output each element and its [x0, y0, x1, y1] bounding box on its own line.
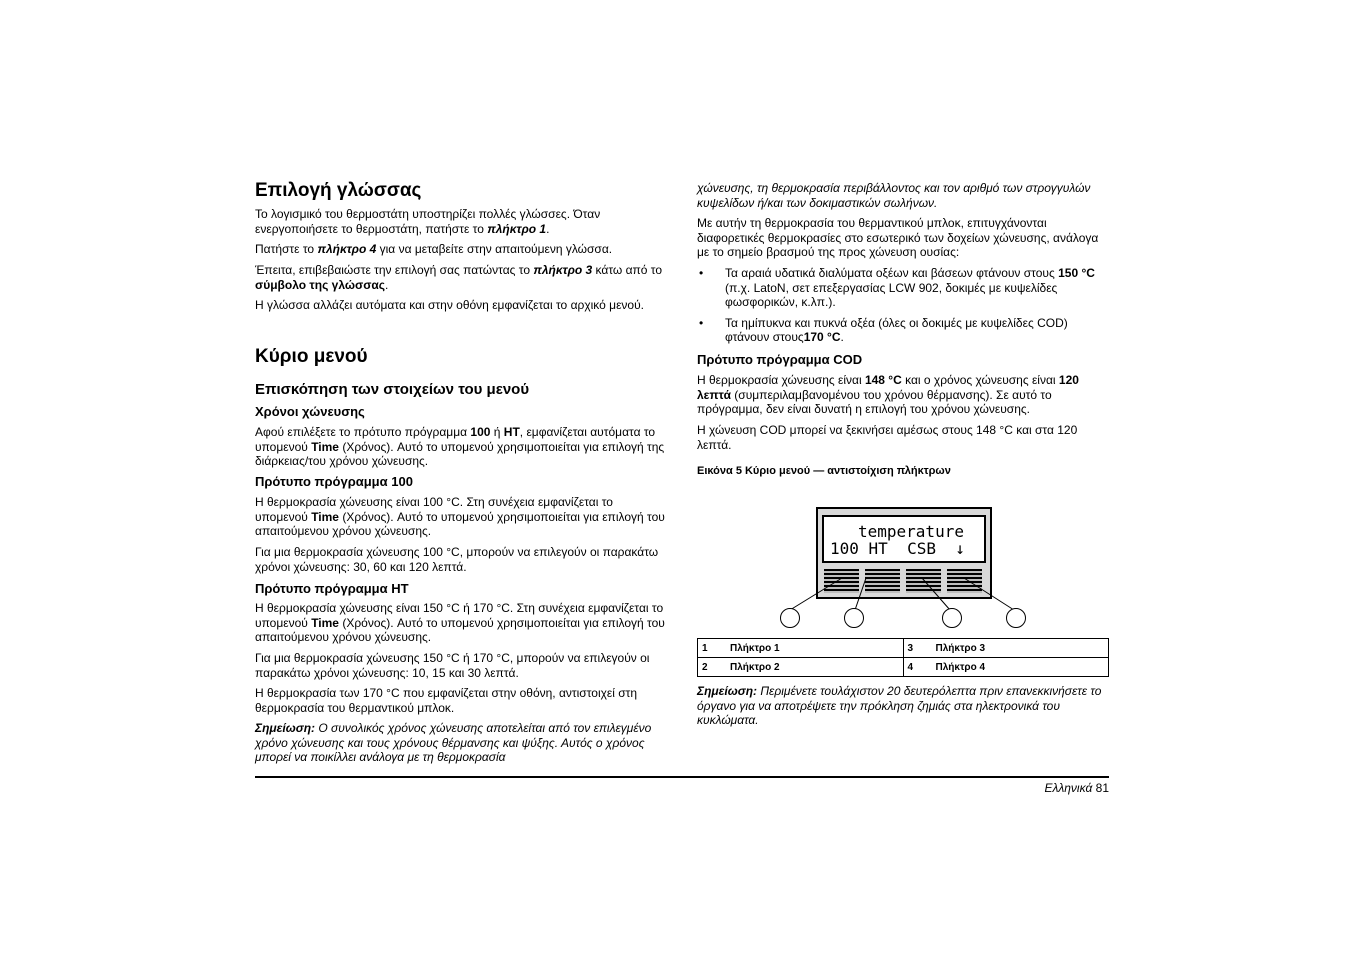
callout-line-3 [922, 578, 950, 610]
note: Σημείωση: Ο συνολικός χρόνος χώνευσης αποτελείται από τον επιλεγμένο χρόνο χώνευσης και τους χρόνους θέρμανσης και ψύξης. Αυτός ο χρόνος μπορεί να ποικίλλει ανάλογα με τη θερμοκρασία [255, 721, 652, 765]
footer-rule [255, 776, 1109, 778]
heading-program-cod: Πρότυπο πρόγραμμα COD [697, 352, 863, 367]
table-row [698, 658, 1109, 677]
paragraph: Η γλώσσα αλλάζει αυτόματα και στην οθόνη εμφανίζεται το αρχικό μενού. [255, 298, 644, 312]
footer-language: Ελληνικά [1044, 781, 1093, 795]
paragraph-continued: χώνευσης, τη θερμοκρασία περιβάλλοντος και τον αριθμό των στρογγυλών κυψελίδων ή/και των δοκιμαστικών σωλήνων. [697, 181, 1091, 210]
callout-line-4 [964, 578, 1014, 610]
table-cell: Πλήκτρο 4 [932, 658, 1109, 677]
heading-program-ht: Πρότυπο πρόγραμμα HT [255, 581, 409, 596]
table-row [698, 639, 1109, 658]
paragraph: Η θερμοκρασία χώνευσης είναι 150 °C ή 170 °C. Στη συνέχεια εμφανίζεται το υπομενού Time (Χρόνος). Αυτό το υπομενού χρησιμοποιείται για επιλογή του απαιτούμενου χρόνου χώνευσης. [255, 601, 665, 645]
lcd-line-2: 100 HT CSB ↓ [830, 539, 965, 558]
table-cell: 4 [903, 658, 932, 677]
table-cell: Πλήκτρο 1 [726, 639, 903, 658]
callout-line-1 [790, 578, 842, 610]
paragraph: Η θερμοκρασία των 170 °C που εμφανίζεται στην οθόνη, αντιστοιχεί στη θερμοκρασία του θερμαντικού μπλοκ. [255, 686, 638, 715]
paragraph: Η θερμοκρασία χώνευσης είναι 100 °C. Στη συνέχεια εμφανίζεται το υπομενού Time (Χρόνος). Αυτό το υπομενού χρησιμοποιείται για επιλογή του απαιτούμενου χρόνου χώνευσης. [255, 495, 665, 539]
note: Σημείωση: Περιμένετε τουλάχιστον 20 δευτερόλεπτα πριν επανεκκινήσετε το όργανο για να αποτρέψετε την πρόκληση ζημιάς στα ηλεκτρονικά του κυκλώματα. [697, 684, 1102, 728]
paragraph: Το λογισμικό του θερμοστάτη υποστηρίζει πολλές γλώσσες. Όταν ενεργοποιήσετε το θερμοστάτη, πατήστε το πλήκτρο 1. [255, 207, 601, 236]
table-cell: 2 [698, 658, 727, 677]
lcd-line-1: temperature [858, 522, 964, 541]
callout-circle-2 [844, 608, 864, 628]
table-cell: Πλήκτρο 3 [932, 639, 1109, 658]
heading-language-selection: Επιλογή γλώσσας [255, 180, 422, 201]
heading-program-100: Πρότυπο πρόγραμμα 100 [255, 474, 413, 489]
paragraph: Με αυτήν τη θερμοκρασία του θερμαντικού μπλοκ, επιτυγχάνονται διαφορετικές θερμοκρασίες στο εσωτερικό των δοχείων χώνευσης, ανάλογα με το σημείο βρασμού της προς χώνευση ουσίας: [697, 216, 1099, 260]
paragraph: Αφού επιλέξετε το πρότυπο πρόγραμμα 100 ή HT, εμφανίζεται αυτόματα το υπομενού Time (Χρόνος). Αυτό το υπομενού χρησιμοποιείται για επιλογή της διάρκειας/του χρόνου χώνευσης. [255, 425, 665, 469]
paragraph: Η θερμοκρασία χώνευσης είναι 148 °C και ο χρόνος χώνευσης είναι 120 λεπτά (συμπεριλαμβανομένου του χρόνου θέρμανσης). Σε αυτό το πρόγραμμα, δεν είναι δυνατή η επιλογή του χρόνου χώνευσης. [697, 373, 1079, 417]
callout-line-2 [855, 578, 866, 610]
paragraph: Έπειτα, επιβεβαιώστε την επιλογή σας πατώντας το πλήκτρο 3 κάτω από το σύμβολο της γλώσσας. [255, 263, 663, 292]
key-legend-table [697, 638, 1109, 677]
table-cell: Πλήκτρο 2 [726, 658, 903, 677]
heading-menu-overview: Επισκόπηση των στοιχείων του μενού [255, 381, 530, 398]
figure-caption: Εικόνα 5 Κύριο μενού — αντιστοίχιση πλήκτρων [697, 465, 951, 477]
table-cell: 1 [698, 639, 727, 658]
callout-circle-4 [1006, 608, 1026, 628]
table-cell: 3 [903, 639, 932, 658]
paragraph: Για μια θερμοκρασία χώνευσης 100 °C, μπορούν να επιλεγούν οι παρακάτω χρόνοι χώνευσης: 30, 60 και 120 λεπτά. [255, 545, 659, 574]
page-number: 81 [1095, 781, 1109, 795]
callout-circle-1 [780, 608, 800, 628]
heading-main-menu: Κύριο μενού [255, 346, 368, 367]
callout-circle-3 [942, 608, 962, 628]
paragraph: Για μια θερμοκρασία χώνευσης 150 °C ή 170 °C, μπορούν να επιλεγούν οι παρακάτω χρόνοι χώνευσης: 10, 15 και 30 λεπτά. [255, 651, 650, 680]
paragraph: Πατήστε το πλήκτρο 4 για να μεταβείτε στην απαιτούμενη γλώσσα. [255, 242, 613, 256]
page-footer [1044, 781, 1109, 795]
paragraph: Η χώνευση COD μπορεί να ξεκινήσει αμέσως στους 148 °C και στα 120 λεπτά. [697, 423, 1078, 452]
heading-digestion-times: Χρόνοι χώνευσης [255, 404, 365, 419]
list-item: • Τα αραιά υδατικά διαλύματα οξέων και βάσεων φτάνουν στους 150 °C (π.χ. LatoN, σετ επεξεργασίας LCW 902, δοκιμές με κυψελίδες φωσφορικών, κ.λπ.). [697, 266, 1109, 310]
list-item: • Τα ημίπυκνα και πυκνά οξέα (όλες οι δοκιμές με κυψελίδες COD) φτάνουν στους170 °C. [697, 316, 1109, 345]
